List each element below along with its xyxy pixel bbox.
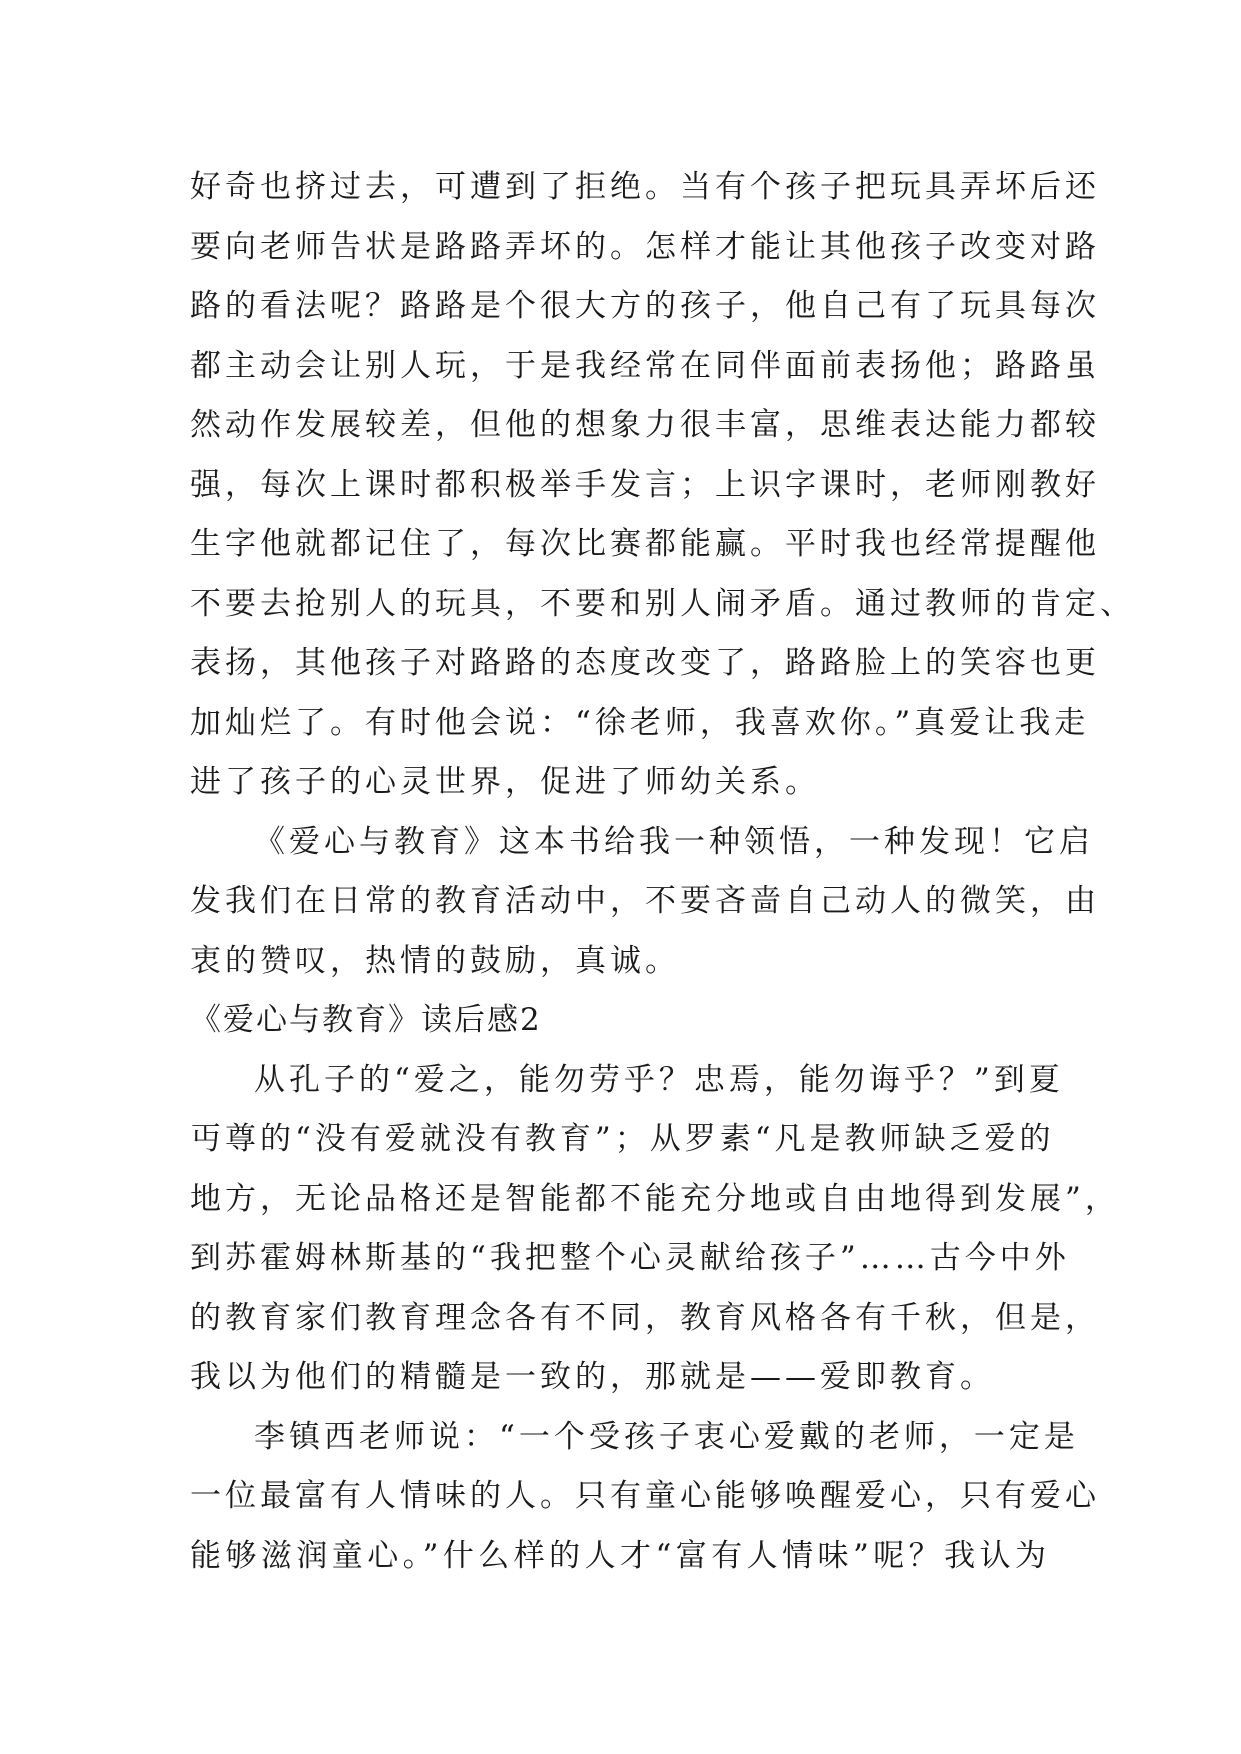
text-line: 进了孩子的心灵世界，促进了师幼关系。 — [190, 764, 820, 800]
text-line: 生字他就都记住了，每次比赛都能赢。平时我也经常提醒他 — [190, 526, 1100, 562]
text-line: 到苏霍姆林斯基的“我把整个心灵献给孩子”……古今中外 — [190, 1240, 1070, 1276]
text-line: 不要去抢别人的玩具，不要和别人闹矛盾。通过教师的肯定、 — [190, 585, 1135, 622]
text-line: 强，每次上课时都积极举手发言；上识字课时，老师刚教好 — [190, 466, 1100, 503]
text-line: 从孔子的“爱之，能勿劳乎？忠焉，能勿诲乎？”到夏 — [254, 1061, 1064, 1098]
text-line: 李镇西老师说：“一个受孩子衷心爱戴的老师，一定是 — [254, 1418, 1079, 1455]
text-line: 路的看法呢？路路是个很大方的孩子，他自己有了玩具每次 — [190, 288, 1100, 324]
text-line: 要向老师告状是路路弄坏的。怎样才能让其他孩子改变对路 — [190, 228, 1100, 265]
text-line: 我以为他们的精髓是一致的，那就是——爱即教育。 — [190, 1359, 995, 1395]
text-line: 一位最富有人情味的人。只有童心能够唤醒爱心，只有爱心 — [190, 1478, 1100, 1514]
text-line: 的教育家们教育理念各有不同，教育风格各有千秋，但是， — [190, 1299, 1100, 1336]
text-line: 表扬，其他孩子对路路的态度改变了，路路脸上的笑容也更 — [190, 645, 1100, 681]
text-line: 地方，无论品格还是智能都不能充分地或自由地得到发展”， — [190, 1180, 1120, 1217]
text-line: 都主动会让别人玩，于是我经常在同伴面前表扬他；路路虽 — [190, 347, 1100, 384]
paragraph — [190, 1408, 1100, 1587]
section-heading: 《爱心与教育》读后感2 — [190, 1002, 542, 1038]
text-line: 衷的赞叹，热情的鼓励，真诚。 — [190, 942, 680, 979]
paragraph — [190, 158, 1135, 813]
text-line: 好奇也挤过去，可遭到了拒绝。当有个孩子把玩具弄坏后还 — [190, 169, 1100, 205]
text-line: 能够滋润童心。”什么样的人才“富有人情味”呢？我认为 — [190, 1537, 1050, 1574]
paragraph — [190, 1051, 1120, 1408]
text-line: 《爱心与教育》这本书给我一种领悟，一种发现！它启 — [254, 823, 1094, 860]
text-line: 丏尊的“没有爱就没有教育”；从罗素“凡是教师缺乏爱的 — [190, 1121, 1055, 1157]
text-line: 加灿烂了。有时他会说：“徐老师，我喜欢你。”真爱让我走 — [190, 704, 1090, 741]
text-line: 发我们在日常的教育活动中，不要吝啬自己动人的微笑，由 — [190, 883, 1100, 919]
paragraph — [190, 813, 1100, 992]
document-body — [190, 158, 1135, 1586]
text-line: 然动作发展较差，但他的想象力很丰富，思维表达能力都较 — [190, 407, 1100, 443]
